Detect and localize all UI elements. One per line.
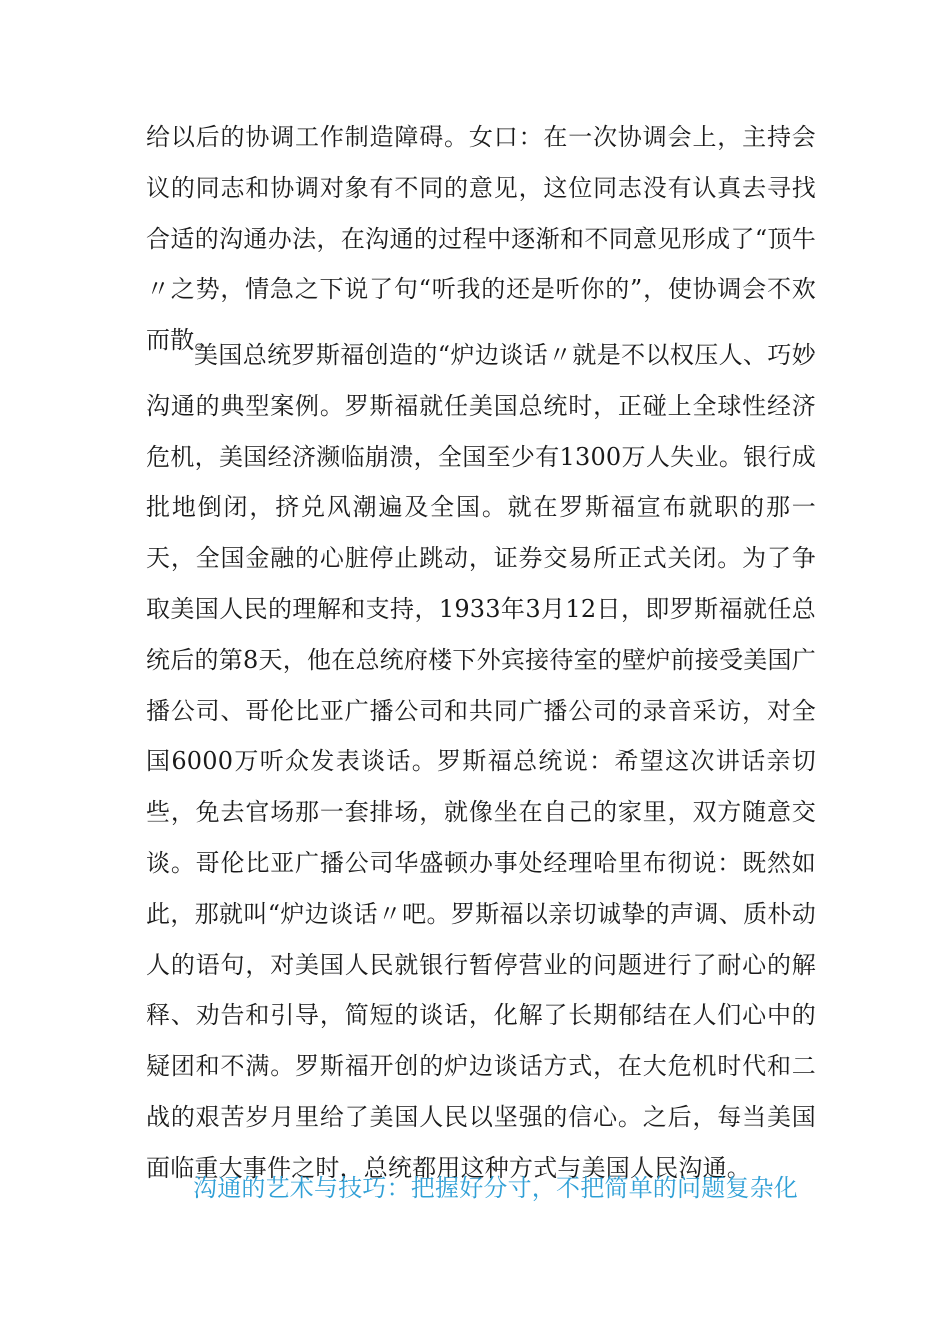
section-heading: 沟通的艺术与技巧：把握好分寸，不把简单的问题复杂化	[193, 1174, 798, 1202]
paragraph-fireside-chat: 美国总统罗斯福创造的“炉边谈话〃就是不以权压人、巧妙沟通的典型案例。罗斯福就任美国总统时，正碰上全球性经济危机，美国经济濒临崩溃，全国至少有1300万人失业。银行成批地倒闭，挤兑风潮遍及全国。就在罗斯福宣布就职的那一天，全国金融的心脏停止跳动，证券交易所正式关闭。为了争取美国人民的理解和支持，1933年3月12日，即罗斯福就任总统后的第8天，他在总统府楼下外宾接待室的壁炉前接受美国广播公司、哥伦比亚广播公司和共同广播公司的录音采访，对全国6000万听众发表谈话。罗斯福总统说：希望这次讲话亲切些，免去官场那一套排场，就像坐在自己的家里，双方随意交谈。哥伦比亚广播公司华盛顿办事处经理哈里布彻说：既然如此，那就叫“炉边谈话〃吧。罗斯福以亲切诚挚的声调、质朴动人的语句，对美国人民就银行暂停营业的问题进行了耐心的解释、劝告和引导，简短的谈话，化解了长期郁结在人们心中的疑团和不满。罗斯福开创的炉边谈话方式，在大危机时代和二战的艰苦岁月里给了美国人民以坚强的信心。之后，每当美国面临重大事件之时，总统都用这种方式与美国人民沟通。	[146, 341, 816, 1182]
paragraph-coordination-example: 给以后的协调工作制造障碍。女口：在一次协调会上，主持会议的同志和协调对象有不同的意见，这位同志没有认真去寻找合适的沟通办法，在沟通的过程中逐渐和不同意见形成了“顶牛〃之势，情急之下说了句“听我的还是听你的”，使协调会不欢而散。	[146, 123, 816, 355]
